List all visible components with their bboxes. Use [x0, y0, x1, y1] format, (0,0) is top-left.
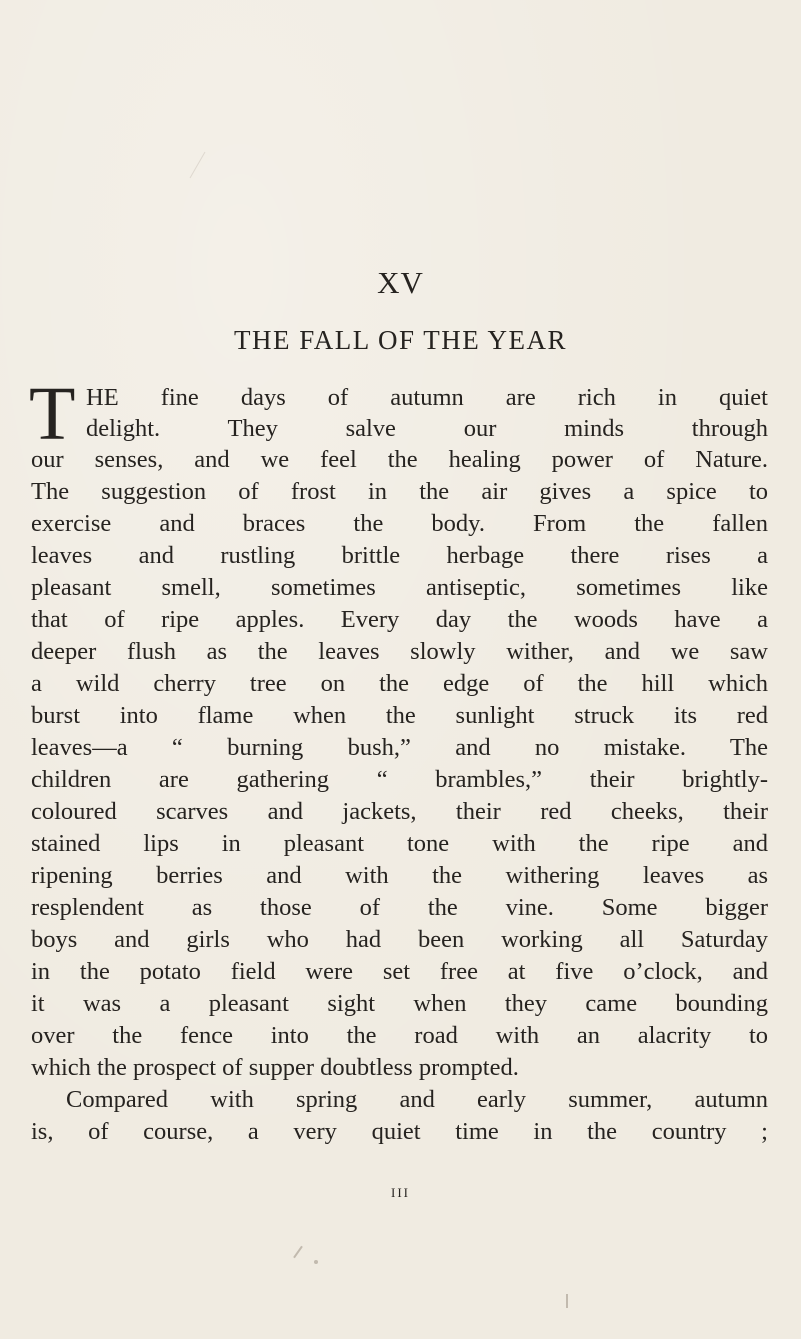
text-line: resplendent as those of the vine. Some bigger — [31, 894, 768, 921]
text-line: boys and girls who had been working all Saturday — [31, 926, 768, 953]
paper-speck — [190, 152, 206, 178]
text-line: coloured scarves and jackets, their red cheeks, their — [31, 798, 768, 825]
text-line: is, of course, a very quiet time in the country ; — [31, 1118, 768, 1145]
text-line: The suggestion of frost in the air gives a spice to — [31, 478, 768, 505]
text-line: a wild cherry tree on the edge of the hill which — [31, 670, 768, 697]
text-line: leaves—a “ burning bush,” and no mistake. The — [31, 734, 768, 761]
text-line: delight. They salve our minds through — [86, 415, 768, 442]
text-line: deeper flush as the leaves slowly wither, and we saw — [31, 638, 768, 665]
drop-cap: T — [29, 372, 76, 456]
text-line: exercise and braces the body. From the fallen — [31, 510, 768, 537]
text-line: burst into flame when the sunlight struck its red — [31, 702, 768, 729]
text-line: pleasant smell, sometimes antiseptic, sometimes like — [31, 574, 768, 601]
text-line: HE fine days of autumn are rich in quiet — [86, 384, 768, 411]
text-line: that of ripe apples. Every day the woods have a — [31, 606, 768, 633]
text-line: over the fence into the road with an alacrity to — [31, 1022, 768, 1049]
page-number: III — [391, 1185, 410, 1200]
text-line: ripening berries and with the withering leaves as — [31, 862, 768, 889]
paper-speck — [566, 1294, 568, 1308]
text-line: leaves and rustling brittle herbage there rises a — [31, 542, 768, 569]
text-line: children are gathering “ brambles,” their brightly- — [31, 766, 768, 793]
paper-speck — [293, 1246, 303, 1259]
text-line: Compared with spring and early summer, autumn — [66, 1086, 768, 1113]
text-line: in the potato field were set free at five o’clock, and — [31, 958, 768, 985]
text-line: stained lips in pleasant tone with the ripe and — [31, 830, 768, 857]
paper-speck — [314, 1260, 318, 1264]
chapter-number: XV — [377, 265, 424, 300]
text-line: which the prospect of supper doubtless prompted. — [31, 1054, 519, 1081]
text-line: it was a pleasant sight when they came bounding — [31, 990, 768, 1017]
text-line: our senses, and we feel the healing power of Nature. — [31, 446, 768, 473]
chapter-title: THE FALL OF THE YEAR — [234, 325, 567, 355]
